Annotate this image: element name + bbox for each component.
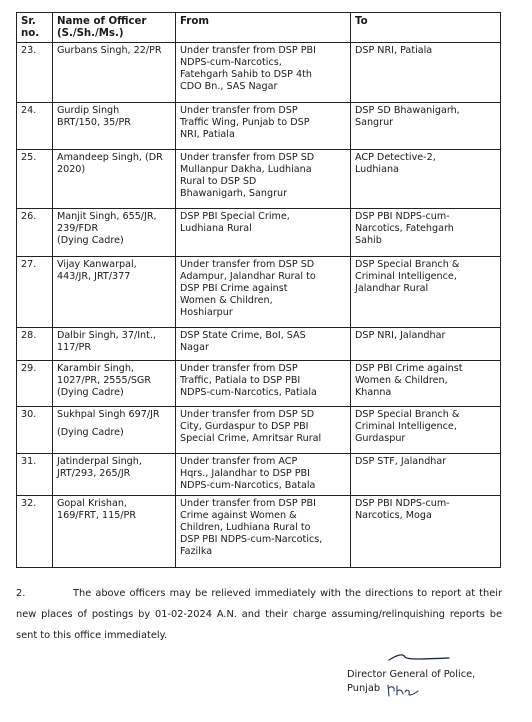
from-cell: Under transfer from DSP PBI Crime against Women & Children, Ludhiana Rural to DSP PBI NDPS-cum-Narcotics, Fazilka — [176, 496, 351, 568]
officer-cell: Gopal Krishan, 169/FRT, 115/PR — [53, 496, 176, 568]
header-name-of-officer: Name of Officer (S./Sh./Ms.) — [53, 13, 176, 43]
sr-cell: 25. — [17, 150, 53, 209]
paragraph-text: The above officers may be relieved immediately with the directions to report at their new places of postings by 01-02-2024 A.N. and their charge assuming/relinquishing reports be sent to this office immediately. — [16, 588, 502, 641]
from-cell: DSP PBI Special Crime, Ludhiana Rural — [176, 209, 351, 257]
to-cell: DSP PBI Crime against Women & Children, Khanna — [351, 361, 501, 407]
signatory-state: Punjab — [347, 683, 381, 694]
to-cell: DSP Special Branch & Criminal Intelligence, Jalandhar Rural — [351, 257, 501, 328]
from-cell: Under transfer from DSP SD Mullanpur Dakha, Ludhiana Rural to DSP SD Bhawanigarh, Sangrur — [176, 150, 351, 209]
paragraph-number: 2. — [16, 588, 26, 599]
header-from: From — [176, 13, 351, 43]
table-row — [17, 454, 501, 496]
officer-cell: Gurbans Singh, 22/PR — [53, 43, 176, 103]
from-cell: Under transfer from DSP Traffic, Patiala to DSP PBI NDPS-cum-Narcotics, Patiala — [176, 361, 351, 407]
officer-cell: Gurdip Singh BRT/150, 35/PR — [53, 103, 176, 150]
to-cell: DSP PBI NDPS-cum- Narcotics, Fatehgarh Sahib — [351, 209, 501, 257]
table-header-row — [17, 13, 501, 43]
table-row — [17, 407, 501, 454]
officer-cell: Karambir Singh, 1027/PR, 2555/SGR (Dying Cadre) — [53, 361, 176, 407]
sr-cell: 32. — [17, 496, 53, 568]
handwritten-initials — [385, 682, 425, 698]
table-row — [17, 361, 501, 407]
from-cell: Under transfer from DSP Traffic Wing, Punjab to DSP NRI, Patiala — [176, 103, 351, 150]
officer-cell: Manjit Singh, 655/JR, 239/FDR (Dying Cadre) — [53, 209, 176, 257]
header-sr-no: Sr. no. — [17, 13, 53, 43]
to-cell: ACP Detective-2, Ludhiana — [351, 150, 501, 209]
from-cell: Under transfer from ACP Hqrs., Jalandhar to DSP PBI NDPS-cum-Narcotics, Batala — [176, 454, 351, 496]
dying-cadre-note: (Dying Cadre) — [57, 427, 124, 438]
table-row — [17, 496, 501, 568]
sr-cell: 23. — [17, 43, 53, 103]
sr-cell: 26. — [17, 209, 53, 257]
table-row — [17, 103, 501, 150]
sr-cell: 29. — [17, 361, 53, 407]
from-cell: Under transfer from DSP SD Adampur, Jalandhar Rural to DSP PBI Crime against Women & Children, Hoshiarpur — [176, 257, 351, 328]
signature-scribble — [387, 651, 451, 663]
sr-cell: 24. — [17, 103, 53, 150]
to-cell: DSP SD Bhawanigarh, Sangrur — [351, 103, 501, 150]
table-row — [17, 150, 501, 209]
to-cell: DSP NRI, Jalandhar — [351, 328, 501, 361]
from-cell: DSP State Crime, BoI, SAS Nagar — [176, 328, 351, 361]
table-row — [17, 43, 501, 103]
from-cell: Under transfer from DSP SD City, Gurdaspur to DSP PBI Special Crime, Amritsar Rural — [176, 407, 351, 454]
to-cell: DSP STF, Jalandhar — [351, 454, 501, 496]
postings-table — [16, 12, 501, 568]
table-row — [17, 209, 501, 257]
to-cell: DSP NRI, Patiala — [351, 43, 501, 103]
officer-cell: Jatinderpal Singh, JRT/293, 265/JR — [53, 454, 176, 496]
officer-cell: Amandeep Singh, (DR 2020) — [53, 150, 176, 209]
from-cell: Under transfer from DSP PBI NDPS-cum-Narcotics, Fatehgarh Sahib to DSP 4th CDO Bn., SAS Nagar — [176, 43, 351, 103]
relieving-instruction-paragraph — [16, 583, 502, 646]
table-row — [17, 328, 501, 361]
table-row — [17, 257, 501, 328]
to-cell: DSP Special Branch & Criminal Intelligence, Gurdaspur — [351, 407, 501, 454]
officer-cell: Sukhpal Singh 697/JR (Dying Cadre) — [53, 407, 176, 454]
sr-cell: 28. — [17, 328, 53, 361]
officer-cell: Dalbir Singh, 37/Int., 117/PR — [53, 328, 176, 361]
header-to: To — [351, 13, 501, 43]
officer-cell: Vijay Kanwarpal, 443/JR, JRT/377 — [53, 257, 176, 328]
to-cell: DSP PBI NDPS-cum- Narcotics, Moga — [351, 496, 501, 568]
sr-cell: 31. — [17, 454, 53, 496]
sr-cell: 30. — [17, 407, 53, 454]
signature-block — [347, 668, 517, 696]
sr-cell: 27. — [17, 257, 53, 328]
signatory-designation: Director General of Police, — [347, 669, 476, 680]
